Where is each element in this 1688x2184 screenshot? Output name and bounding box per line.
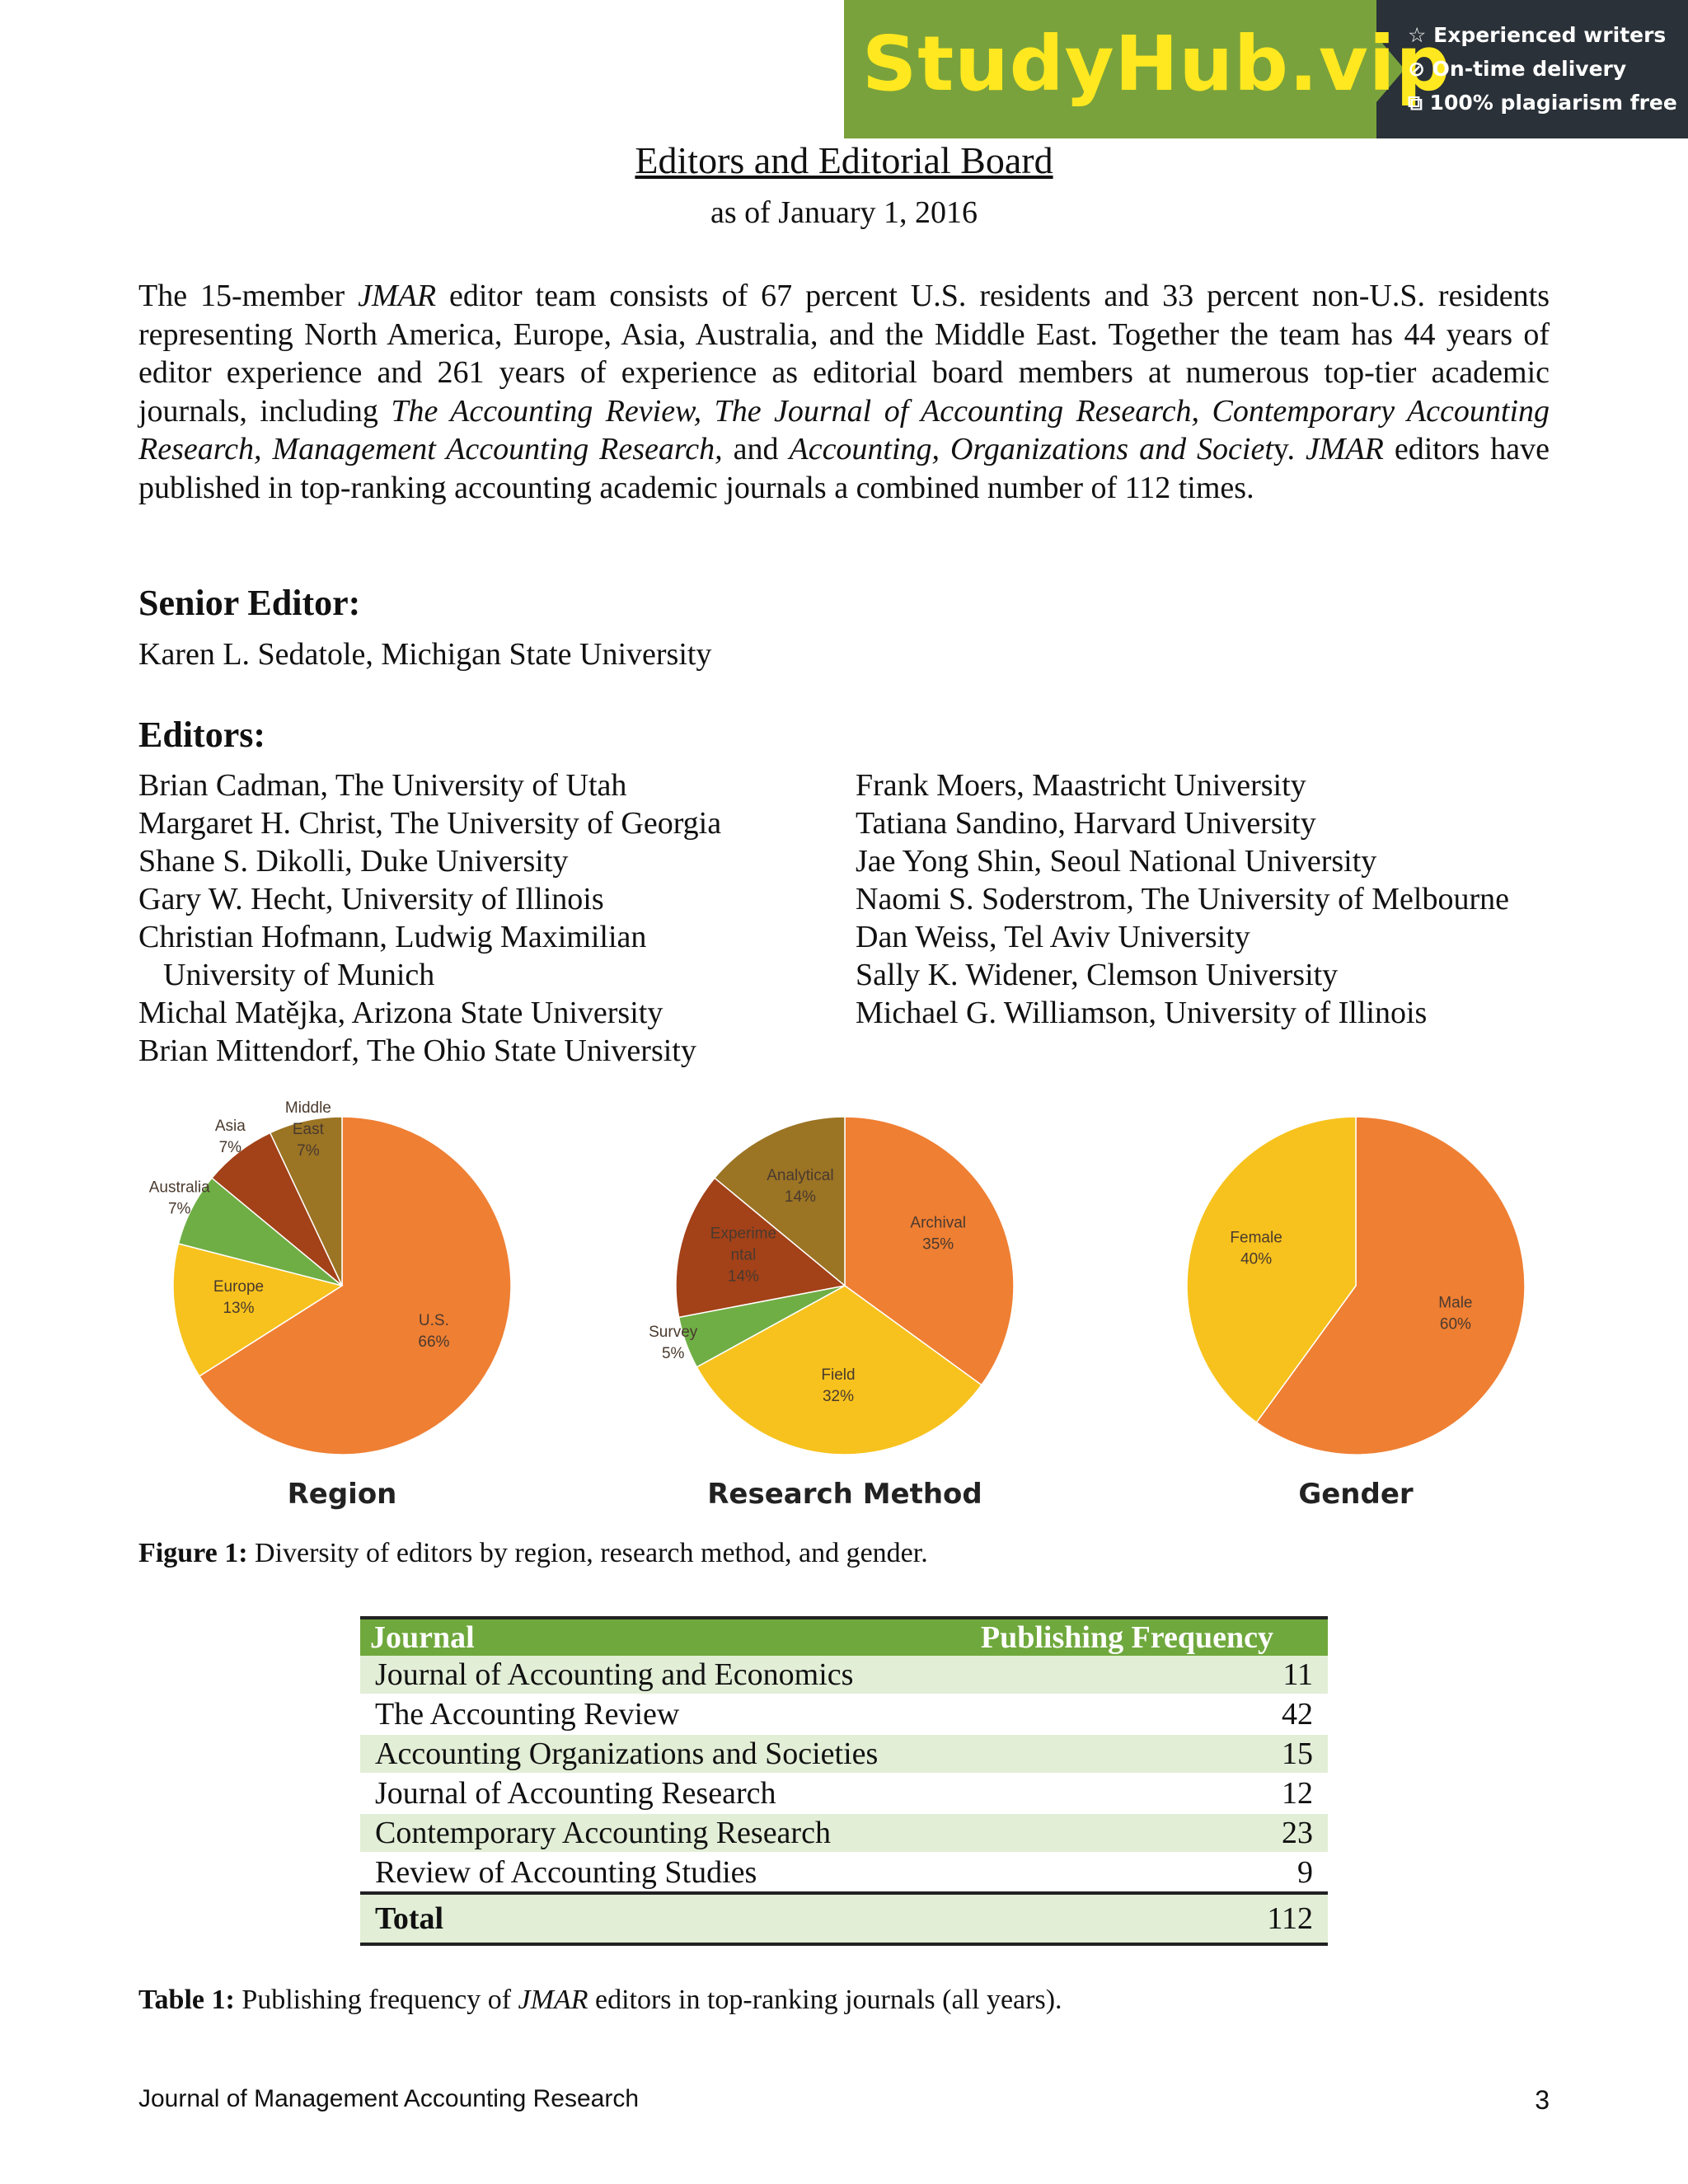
table-row [360,1774,1328,1813]
journal-count: 15 [940,1734,1328,1774]
pie-label-experimental: Experime ntal 14% [710,1225,777,1286]
chart-title-gender: Gender [1298,1478,1414,1511]
table-caption: Table 1: Publishing frequency of JMAR editors in top-ranking journals (all years). [138,1985,1062,2015]
editor-entry: Michal Matějka, Arizona State University [138,996,663,1030]
journal-count: 11 [940,1656,1328,1694]
figure-caption: Figure 1: Diversity of editors by region, research method, and gender. [138,1538,928,1568]
pie-label-middleeast: Middle East 7% [284,1099,331,1160]
header-publishing-frequency: Publishing Frequency [940,1618,1328,1656]
studyhub-logo: StudyHub.vip [862,20,1451,108]
journal-name: Journal of Accounting and Economics [360,1656,940,1694]
chart-title-research-method: Research Method [707,1478,982,1511]
editor-entry: Jae Yong Shin, Seoul National University [856,844,1377,879]
pie-label-female: Female 40% [1230,1229,1282,1268]
journal-name: Journal of Accounting Research [360,1774,940,1813]
pie-label-archival: Archival 35% [910,1214,966,1254]
region-pie-chart [124,1099,569,1525]
feature-on-time-delivery: ⊘ On-time delivery [1408,57,1627,81]
journal-count: 42 [940,1694,1328,1734]
pie-label-field: Field 32% [821,1366,856,1405]
header-journal: Journal [360,1618,940,1656]
pie-label-asia: Asia 7% [214,1118,246,1157]
editor-entry-continuation: University of Munich [163,958,435,992]
editor-entry: Brian Cadman, The University of Utah [138,768,627,803]
table-row [360,1694,1328,1734]
editor-entry: Michael G. Williamson, University of Illinois [856,996,1428,1030]
editor-entry: Dan Weiss, Tel Aviv University [856,920,1250,954]
journal-name: Accounting Organizations and Societies [360,1734,940,1774]
table-row [360,1813,1328,1853]
intro-paragraph: The 15-member JMAR editor team consists of 67 percent U.S. residents and 33 percent non-U.S. residents representing North America, Europe, Asia, Australia, and the Middle East. Together the team has 44 years of editor experience and 261 years of experience as editorial board members at numerous top-tier academic journals, including The Accounting Review, The Journal of Accounting Research, Contemporary Accounting Research, Management Accounting Research, and Accounting, Organizations and Society. JMAR editors have published in top-ranking accounting academic journals a combined number of 112 times. [138,279,1550,505]
table-row [360,1656,1328,1694]
editor-entry: Naomi S. Soderstrom, The University of Melbourne [856,882,1509,916]
senior-editor-heading: Senior Editor: [138,583,361,623]
table-row [360,1734,1328,1774]
page-title: Editors and Editorial Board [635,139,1053,181]
journal-count: 23 [940,1813,1328,1853]
studyhub-banner[interactable] [844,0,1688,138]
editors-heading: Editors: [138,715,265,755]
gender-pie-chart [1137,1113,1582,1525]
pie-label-analytical: Analytical 14% [767,1167,834,1206]
journal-count: 9 [940,1853,1328,1893]
total-label: Total [360,1893,940,1944]
editor-entry: Sally K. Widener, Clemson University [856,958,1339,992]
journal-name: Contemporary Accounting Research [360,1813,940,1853]
editor-entry: Christian Hofmann, Ludwig Maximilian [138,920,647,954]
editor-entry: Brian Mittendorf, The Ohio State University [138,1033,696,1068]
table-row [360,1853,1328,1893]
journal-count: 12 [940,1774,1328,1813]
editor-entry: Margaret H. Christ, The University of Georgia [138,806,722,841]
editor-entry: Gary W. Hecht, University of Illinois [138,882,604,916]
page-number: 3 [1535,2085,1550,2115]
editors-left-column [138,766,721,1070]
table-total-row [360,1893,1328,1944]
editor-entry: Frank Moers, Maastricht University [856,768,1306,803]
journal-name: Review of Accounting Studies [360,1853,940,1893]
pie-label-survey: Survey 5% [649,1324,698,1362]
editor-entry: Tatiana Sandino, Harvard University [856,806,1316,841]
footer-journal-name: Journal of Management Accounting Research [138,2085,640,2112]
feature-experienced-writers: ☆ Experienced writers [1408,23,1667,47]
chart-title-region: Region [287,1478,397,1511]
total-value: 112 [940,1893,1328,1944]
journal-name: The Accounting Review [360,1694,940,1734]
page-subtitle: as of January 1, 2016 [710,195,978,230]
research-method-pie-chart [626,1113,1071,1525]
senior-editor-name: Karen L. Sedatole, Michigan State University [138,637,712,672]
editor-entry: Shane S. Dikolli, Duke University [138,844,569,879]
pie-label-u-s: U.S. 66% [418,1312,450,1352]
editors-right-column [856,766,1509,1032]
publishing-frequency-table [360,1616,1328,1946]
pie-label-europe: Europe 13% [213,1277,265,1317]
pie-label-australia: Australia 7% [148,1179,210,1218]
pie-label-male: Male 60% [1438,1294,1473,1333]
table-header-row [360,1618,1328,1656]
feature-plagiarism-free: ⧉ 100% plagiarism free [1408,91,1677,115]
